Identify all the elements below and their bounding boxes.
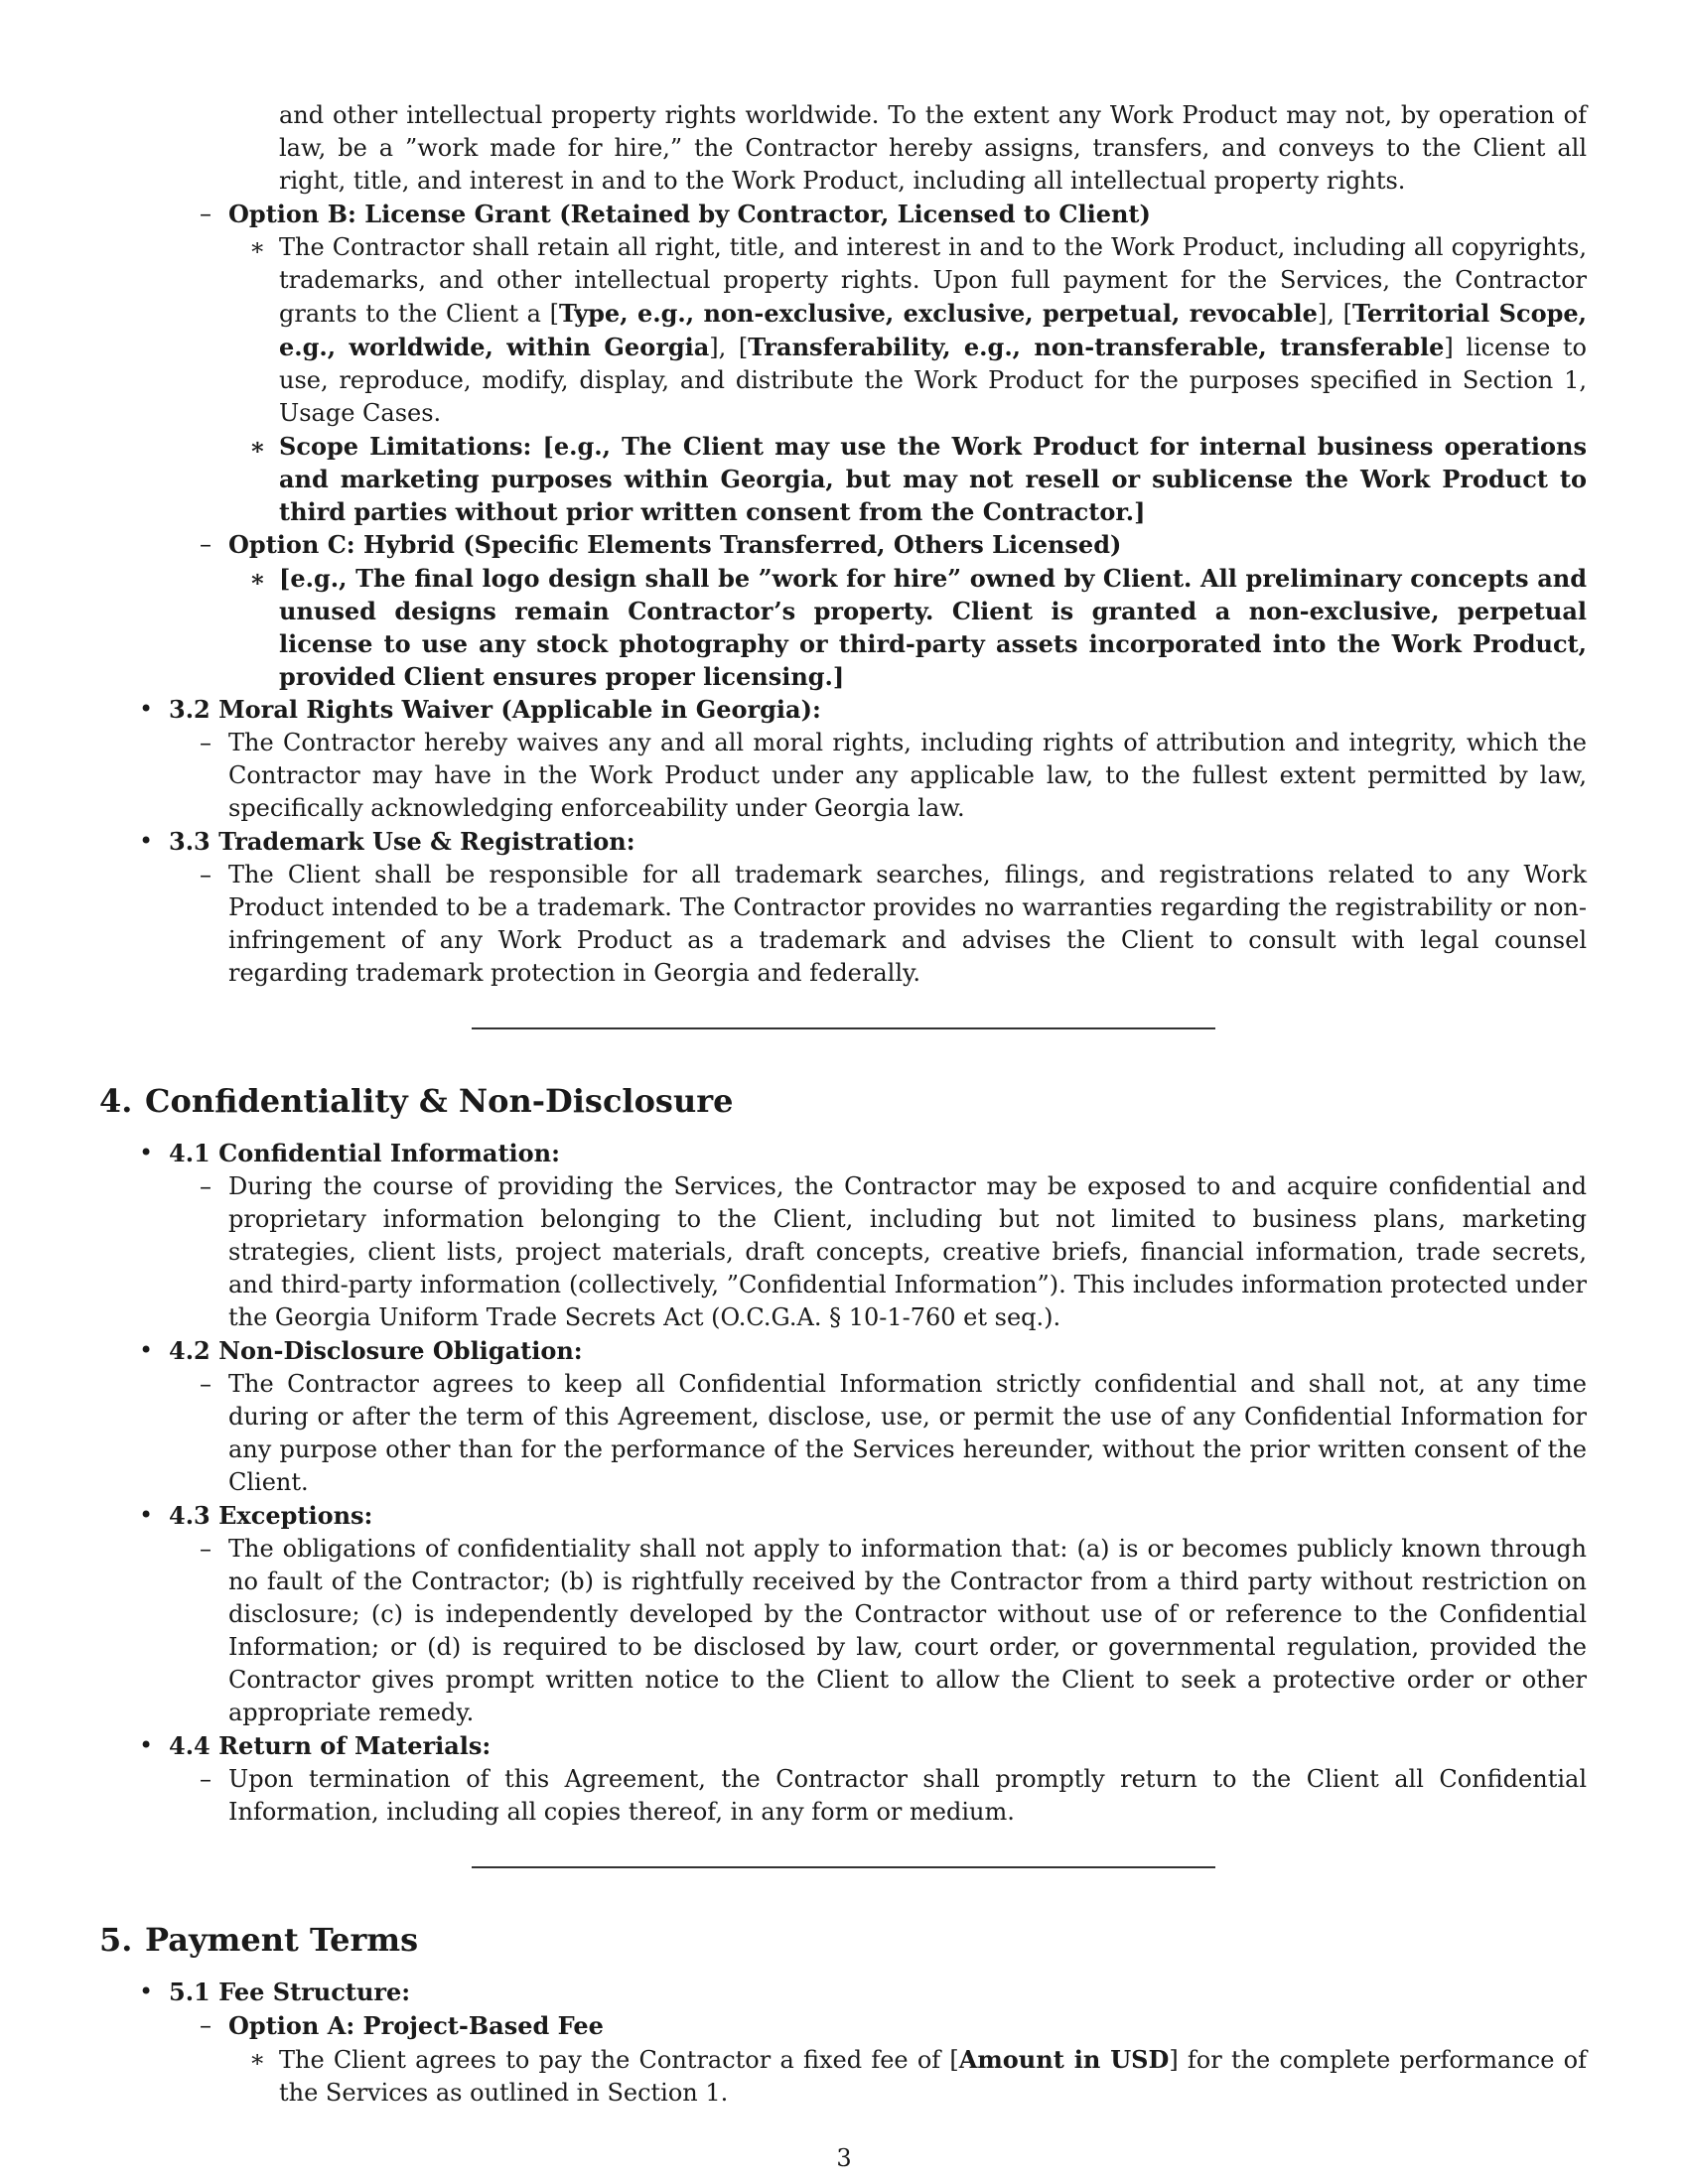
- section-4-2-text: The Contractor agrees to keep all Confidential Information strictly confidential and shall not, at any time during or after the term of this Agreement, disclose, use, or permit the use of any Confidential Information for any purpose other than for the performance of the Services hereunder, without the prior written consent of the Client.: [228, 1370, 1587, 1496]
- round-bullet: •: [139, 1336, 154, 1364]
- section-3-3-heading: 3.3 Trademark Use & Registration:: [169, 827, 635, 856]
- section-4-title: [99, 1081, 1587, 1121]
- dash-bullet: –: [200, 2011, 211, 2039]
- section-5-title: [99, 1920, 1587, 1960]
- option-a-continuation: [99, 99, 1587, 198]
- license-text-part: ], [: [1317, 300, 1352, 328]
- horizontal-rule: [472, 1027, 1215, 1029]
- section-4-4-body: [99, 1763, 1587, 1829]
- section-4-3-item: [99, 1499, 1587, 1533]
- section-4-3-text: The obligations of confidentiality shall not apply to information that: (a) is or becomes publicly known through no fault of the Contractor; (b) is rightfully received by the Contractor from a third party without restriction on disclosure; (c) is independently developed by the Contractor without use of or reference to the Confidential Information; or (d) is required to be disclosed by law, court order, or governmental regulation, provided the Contractor gives prompt written notice to the Client to allow the Client to seek a protective order or other appropriate remedy.: [228, 1535, 1587, 1726]
- section-4-4-text: Upon termination of this Agreement, the Contractor shall promptly return to the Client all Confidential Information, including all copies thereof, in any form or medium.: [228, 1765, 1587, 1826]
- section-4-title-text: Confidentiality & Non-Disclosure: [145, 1082, 734, 1120]
- option-c-text: [e.g., The final logo design shall be ”work for hire” owned by Client. All preliminary concepts and unused designs remain Contractor’s property. Client is granted a non-exclusive, perpetual license to use any stock photography or third-party assets incorporated into the Work Product, provided Client ensures proper licensing.]: [279, 564, 1587, 691]
- scope-limitations-text: Scope Limitations: [e.g., The Client may use the Work Product for internal business operations and marketing purposes within Georgia, but may not resell or sublicense the Work Product to third parties without prior written consent from the Contractor.]: [279, 432, 1587, 526]
- section-4-2-item: [99, 1334, 1587, 1368]
- round-bullet: •: [139, 1978, 154, 2005]
- option-b-item: [99, 198, 1587, 231]
- section-5-1-heading: 5.1 Fee Structure:: [169, 1978, 411, 2006]
- option-a-continuation-text: and other intellectual property rights worldwide. To the extent any Work Product may not, by operation of law, be a ”work made for hire,” the Contractor hereby assigns, transfers, and conveys to the Client all right, title, and interest in and to the Work Product, including all intellectual property rights.: [279, 101, 1587, 195]
- page-number: 3: [836, 2144, 852, 2172]
- section-4-2-heading: 4.2 Non-Disclosure Obligation:: [169, 1336, 583, 1365]
- round-bullet: •: [139, 1731, 154, 1759]
- section-5-1-item: [99, 1976, 1587, 2009]
- license-text-part: ], [: [709, 334, 749, 361]
- section-4-1-body: [99, 1170, 1587, 1334]
- dash-bullet: –: [200, 530, 211, 558]
- license-type-placeholder: Type, e.g., non-exclusive, exclusive, perpetual, revocable: [558, 299, 1318, 328]
- round-bullet: •: [139, 1139, 154, 1166]
- section-5-number: 5.: [99, 1921, 133, 1959]
- section-4-1-item: [99, 1137, 1587, 1170]
- section-4-1-text: During the course of providing the Services, the Contractor may be exposed to and acquire confidential and proprietary information belonging to the Client, including but not limited to business plans, marketing strategies, client lists, project materials, draft concepts, creative briefs, financial information, trade secrets, and third-party information (collectively, ”Confidential Information”). This includes information protected under the Georgia Uniform Trade Secrets Act (O.C.G.A. § 10-1-760 et seq.).: [228, 1172, 1587, 1331]
- payment-option-a-item: [99, 2009, 1587, 2043]
- section-3-3-text: The Client shall be responsible for all trademark searches, filings, and registrations related to any Work Product intended to be a trademark. The Contractor provides no warranties regarding the registrability or non-infringement of any Work Product as a trademark and advises the Client to consult with legal counsel regarding trademark protection in Georgia and federally.: [228, 861, 1587, 987]
- dash-bullet: –: [200, 1535, 211, 1563]
- asterisk-bullet: ∗: [249, 2045, 266, 2073]
- payment-text-part: The Client agrees to pay the Contractor a fixed fee of [: [279, 2046, 959, 2074]
- section-4-4-item: [99, 1729, 1587, 1763]
- option-c-item: [99, 528, 1587, 562]
- dash-bullet: –: [200, 200, 211, 227]
- round-bullet: •: [139, 695, 154, 723]
- option-b-scope-limitations: [99, 430, 1587, 528]
- section-3-2-body: [99, 727, 1587, 825]
- license-text-part: ] license to use, reproduce, modify, display, and distribute the Work Product for the purposes specified in Section 1, Usage Cases.: [279, 334, 1588, 427]
- round-bullet: •: [139, 827, 154, 855]
- section-3-3-item: [99, 825, 1587, 859]
- asterisk-bullet: ∗: [249, 233, 266, 261]
- section-3-2-heading: 3.2 Moral Rights Waiver (Applicable in Georgia):: [169, 695, 821, 724]
- dash-bullet: –: [200, 861, 211, 888]
- transferability-placeholder: Transferability, e.g., non-transferable, transferable: [748, 333, 1445, 361]
- payment-option-a-heading: Option A: Project-Based Fee: [228, 2011, 604, 2040]
- dash-bullet: –: [200, 1765, 211, 1793]
- dash-bullet: –: [200, 1370, 211, 1398]
- territorial-scope-placeholder: Territorial Scope, e.g., worldwide, within Georgia: [279, 299, 1588, 361]
- option-c-paragraph: [99, 562, 1587, 693]
- section-4-3-body: [99, 1533, 1587, 1729]
- payment-text-part: ] for the complete performance of the Services as outlined in Section 1.: [279, 2046, 1588, 2107]
- section-4-4-heading: 4.4 Return of Materials:: [169, 1731, 492, 1760]
- section-4-number: 4.: [99, 1082, 133, 1120]
- option-c-heading: Option C: Hybrid (Specific Elements Transferred, Others Licensed): [228, 530, 1122, 559]
- dash-bullet: –: [200, 729, 211, 756]
- option-b-license-paragraph: [99, 231, 1587, 430]
- section-4-1-heading: 4.1 Confidential Information:: [169, 1139, 560, 1167]
- section-3-2-text: The Contractor hereby waives any and all moral rights, including rights of attribution and integrity, which the Contractor may have in the Work Product under any applicable law, to the fullest extent permitted by law, specifically acknowledging enforceability under Georgia law.: [228, 729, 1587, 822]
- section-5-title-text: Payment Terms: [145, 1921, 419, 1959]
- payment-option-a-paragraph: [99, 2043, 1587, 2110]
- section-3-3-body: [99, 859, 1587, 990]
- dash-bullet: –: [200, 1172, 211, 1200]
- option-b-heading: Option B: License Grant (Retained by Contractor, Licensed to Client): [228, 200, 1151, 228]
- round-bullet: •: [139, 1501, 154, 1529]
- horizontal-rule: [472, 1866, 1215, 1868]
- section-3-2-item: [99, 693, 1587, 727]
- asterisk-bullet: ∗: [249, 564, 266, 593]
- section-4-2-body: [99, 1368, 1587, 1499]
- amount-placeholder: Amount in USD: [958, 2045, 1170, 2074]
- asterisk-bullet: ∗: [249, 432, 266, 461]
- license-text-part: The Contractor shall retain all right, title, and interest in and to the Work Product, including all copyrights, trademarks, and other intellectual property rights. Upon full payment for the Services, the Contractor grants to the Client a [: [279, 233, 1587, 328]
- section-4-3-heading: 4.3 Exceptions:: [169, 1501, 373, 1530]
